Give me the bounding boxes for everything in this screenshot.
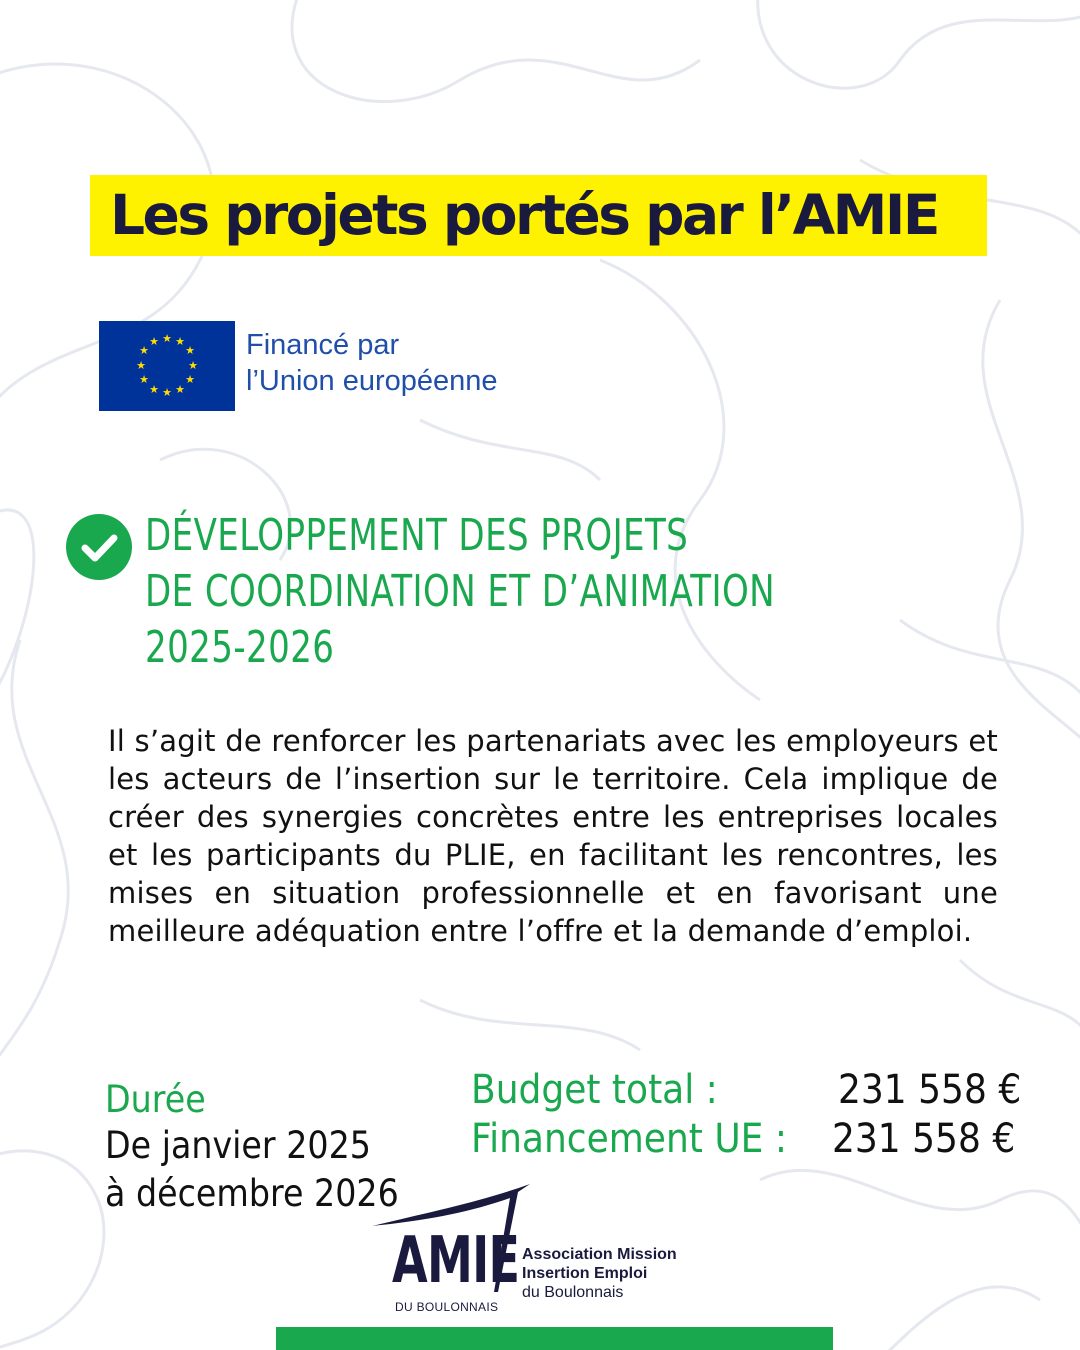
amie-logo-wordmark: AMIE [392, 1224, 520, 1298]
page-title: Les projets portés par l’AMIE [110, 183, 938, 247]
project-title-line1: DÉVELOPPEMENT DES PROJETS [145, 510, 689, 561]
duration-value [105, 1122, 399, 1218]
project-title-line3: 2025-2026 [145, 622, 335, 673]
project-description: Il s’agit de renforcer les partenariats avec les employeurs et les acteurs de l’insertion sur le territoire. Cela implique de créer des synergies concrètes entre les entreprises locales et les participants du PLIE, en facilitant les rencontres, les mises en situation professionnelle et en favorisant une meilleure adéquation entre l’offre et la demande d’emploi. [108, 724, 998, 948]
svg-text:★: ★ [149, 335, 159, 348]
svg-text:★: ★ [139, 344, 149, 357]
svg-text:★: ★ [188, 359, 198, 372]
svg-text:★: ★ [139, 373, 149, 386]
check-circle-icon [66, 514, 132, 580]
project-title [145, 508, 775, 676]
project-title-line2: DE COORDINATION ET D’ANIMATION [145, 566, 776, 617]
duration-line2: à décembre 2026 [105, 1172, 399, 1215]
svg-text:★: ★ [162, 332, 172, 345]
duration-line1: De janvier 2025 [105, 1124, 371, 1167]
bottom-accent-bar [276, 1327, 833, 1350]
svg-text:★: ★ [149, 383, 159, 396]
svg-text:★: ★ [162, 386, 172, 399]
svg-text:★: ★ [185, 344, 195, 357]
duration-label: Durée [105, 1078, 206, 1121]
association-name-line2: Insertion Emploi [522, 1265, 648, 1282]
budget-total-label: Budget total : [471, 1067, 718, 1113]
svg-text:★: ★ [175, 383, 185, 396]
eu-stars-icon [99, 321, 235, 411]
eu-funding-value: 231 558 € [832, 1116, 1016, 1162]
svg-text:★: ★ [175, 335, 185, 348]
eu-flag-logo [99, 321, 235, 411]
association-name-line3: du Boulonnais [522, 1284, 624, 1301]
amie-logo-subtitle: DU BOULONNAIS [395, 1300, 499, 1314]
eu-text-line1: Financé par [246, 329, 400, 361]
eu-funding-text [246, 327, 498, 399]
association-name [522, 1245, 677, 1302]
budget-total-value: 231 558 € [838, 1067, 1022, 1113]
association-name-line1: Association Mission [522, 1246, 677, 1263]
eu-funding-label: Financement UE : [471, 1116, 787, 1162]
svg-text:★: ★ [185, 373, 195, 386]
svg-text:★: ★ [136, 359, 146, 372]
eu-text-line2: l’Union européenne [246, 365, 498, 397]
